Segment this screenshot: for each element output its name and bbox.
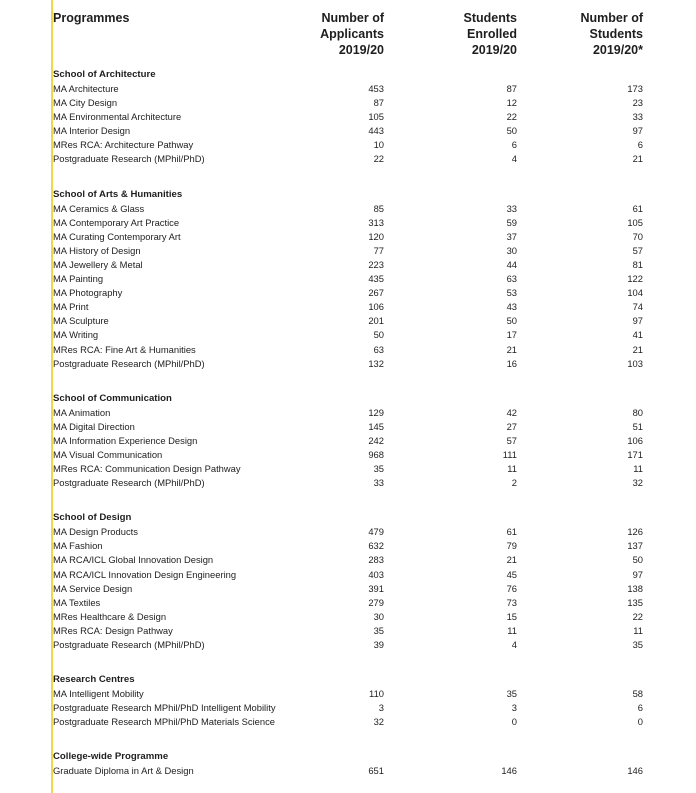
table-row xyxy=(53,568,653,582)
table-row xyxy=(53,420,653,434)
students-value: 97 xyxy=(632,315,643,327)
programme-name: MA Print xyxy=(53,301,89,313)
enrolled-value: 12 xyxy=(506,97,517,109)
enrolled-value: 15 xyxy=(506,610,517,622)
enrolled-value: 6 xyxy=(511,139,517,151)
students-value: 106 xyxy=(627,434,643,446)
applicants-value: 145 xyxy=(368,420,384,432)
table-row xyxy=(53,624,653,638)
applicants-value: 105 xyxy=(368,111,384,123)
students-value: 171 xyxy=(627,448,643,460)
enrolled-value: 21 xyxy=(506,343,517,355)
applicants-value: 403 xyxy=(368,568,384,580)
students-value: 23 xyxy=(632,97,643,109)
table-row xyxy=(53,138,653,152)
enrolled-value: 42 xyxy=(506,406,517,418)
programme-name: MA Design Products xyxy=(53,526,138,538)
enrolled-value: 61 xyxy=(506,526,517,538)
applicants-value: 77 xyxy=(373,244,384,256)
applicants-value: 3 xyxy=(378,702,384,714)
students-value: 104 xyxy=(627,287,643,299)
section-spacer xyxy=(53,167,653,188)
table-row xyxy=(53,328,653,342)
programme-name: MRes RCA: Communication Design Pathway xyxy=(53,463,241,475)
programme-name: MA Interior Design xyxy=(53,125,131,137)
section xyxy=(53,511,653,652)
enrolled-value: 11 xyxy=(507,624,517,636)
students-value: 41 xyxy=(632,329,643,341)
students-value: 137 xyxy=(627,540,643,552)
section-title: School of Communication xyxy=(53,392,172,404)
applicants-value: 10 xyxy=(373,139,384,151)
section-title: School of Design xyxy=(53,512,132,524)
programme-name: MA Visual Communication xyxy=(53,448,163,460)
students-value: 51 xyxy=(632,420,643,432)
table-row xyxy=(53,96,653,110)
students-value: 11 xyxy=(633,624,643,636)
programme-name: Postgraduate Research MPhil/PhD Intelligent Mobility xyxy=(53,702,276,714)
table-row xyxy=(53,216,653,230)
programme-name: MA RCA/ICL Innovation Design Engineering xyxy=(53,568,237,580)
students-value: 50 xyxy=(632,554,643,566)
programme-name: MA Intelligent Mobility xyxy=(53,688,144,700)
applicants-value: 632 xyxy=(368,540,384,552)
students-value: 70 xyxy=(632,230,643,242)
section-spacer xyxy=(53,652,653,673)
section-title: School of Architecture xyxy=(53,69,156,80)
applicants-value: 391 xyxy=(368,582,384,594)
table-row xyxy=(53,539,653,553)
table-row xyxy=(53,687,653,701)
programme-name: MA Textiles xyxy=(53,596,101,608)
table-header xyxy=(53,10,653,62)
table-row xyxy=(53,476,653,490)
enrolled-value: 43 xyxy=(506,301,517,313)
applicants-value: 453 xyxy=(368,83,384,94)
table-row xyxy=(53,406,653,420)
section-title: Research Centres xyxy=(53,674,135,686)
applicants-value: 283 xyxy=(368,554,384,566)
students-value: 173 xyxy=(627,83,643,94)
programme-name: Postgraduate Research (MPhil/PhD) xyxy=(53,357,205,369)
programme-name: MA History of Design xyxy=(53,244,141,256)
programme-name: MA Digital Direction xyxy=(53,420,135,432)
enrolled-value: 57 xyxy=(506,434,517,446)
applicants-value: 242 xyxy=(368,434,384,446)
students-value: 122 xyxy=(627,273,643,285)
programme-name: MA Curating Contemporary Art xyxy=(53,230,181,242)
programme-name: MRes Healthcare & Design xyxy=(53,610,167,622)
students-value: 22 xyxy=(632,610,643,622)
enrolled-value: 4 xyxy=(511,153,517,165)
table-row xyxy=(53,448,653,462)
programme-name: MA Jewellery & Metal xyxy=(53,258,143,270)
applicants-value: 39 xyxy=(373,639,384,650)
programme-name: MA Painting xyxy=(53,273,104,285)
enrolled-value: 111 xyxy=(502,448,517,460)
table-row xyxy=(53,701,653,715)
students-value: 11 xyxy=(633,463,643,475)
students-value: 57 xyxy=(632,244,643,256)
students-value: 138 xyxy=(627,582,643,594)
enrolled-value: 11 xyxy=(507,463,517,475)
enrolled-value: 17 xyxy=(506,329,517,341)
table-row xyxy=(53,286,653,300)
students-value: 103 xyxy=(627,357,643,369)
applicants-value: 63 xyxy=(373,343,384,355)
section xyxy=(53,673,653,729)
enrolled-value: 33 xyxy=(506,202,517,214)
table-row xyxy=(53,582,653,596)
enrolled-value: 87 xyxy=(506,83,517,94)
section-spacer xyxy=(53,490,653,511)
programme-name: MA Architecture xyxy=(53,83,119,94)
applicants-value: 33 xyxy=(373,477,384,489)
enrolled-value: 63 xyxy=(506,273,517,285)
students-value: 6 xyxy=(637,139,643,151)
enrolled-value: 16 xyxy=(506,357,517,369)
applicants-value: 279 xyxy=(368,596,384,608)
applicants-value: 35 xyxy=(373,624,384,636)
students-value: 74 xyxy=(632,301,643,313)
enrolled-value: 21 xyxy=(506,554,517,566)
applicants-value: 435 xyxy=(368,273,384,285)
applicants-value: 22 xyxy=(373,153,384,165)
table-row xyxy=(53,230,653,244)
programme-name: MRes RCA: Architecture Pathway xyxy=(53,139,194,151)
programme-name: MA Service Design xyxy=(53,582,133,594)
programme-name: Postgraduate Research MPhil/PhD Materials Science xyxy=(53,716,275,728)
programme-name: Postgraduate Research (MPhil/PhD) xyxy=(53,153,205,165)
programme-name: MA Writing xyxy=(53,329,99,341)
section xyxy=(53,68,653,167)
header-programmes: Programmes xyxy=(53,11,130,25)
programme-name: MA Sculpture xyxy=(53,315,109,327)
programme-name: MA Ceramics & Glass xyxy=(53,202,145,214)
programme-name: MA RCA/ICL Global Innovation Design xyxy=(53,554,214,566)
enrolled-value: 4 xyxy=(511,639,517,650)
table-row xyxy=(53,152,653,166)
programme-name: MRes RCA: Design Pathway xyxy=(53,624,173,636)
programme-name: MA City Design xyxy=(53,97,118,109)
table-row xyxy=(53,434,653,448)
header-students: Number of Students 2019/20* xyxy=(580,11,643,57)
table-row xyxy=(53,357,653,371)
enrolled-value: 27 xyxy=(506,420,517,432)
table-row xyxy=(53,462,653,476)
students-value: 61 xyxy=(632,202,643,214)
applicants-value: 87 xyxy=(373,97,384,109)
applicants-value: 223 xyxy=(368,258,384,270)
applicants-value: 129 xyxy=(368,406,384,418)
applicants-value: 132 xyxy=(368,357,384,369)
students-value: 35 xyxy=(632,639,643,650)
programme-table xyxy=(53,68,653,778)
students-value: 81 xyxy=(632,258,643,270)
students-value: 105 xyxy=(627,216,643,228)
students-value: 80 xyxy=(632,406,643,418)
section-title: School of Arts & Humanities xyxy=(53,188,183,200)
applicants-value: 32 xyxy=(373,716,384,728)
section-spacer xyxy=(53,729,653,750)
table-row xyxy=(53,258,653,272)
applicants-value: 30 xyxy=(373,610,384,622)
applicants-value: 968 xyxy=(368,448,384,460)
students-value: 135 xyxy=(627,596,643,608)
programme-name: MA Contemporary Art Practice xyxy=(53,216,180,228)
table-row xyxy=(53,110,653,124)
enrolled-value: 37 xyxy=(506,230,517,242)
enrolled-value: 2 xyxy=(511,477,517,489)
section-title: College-wide Programme xyxy=(53,751,169,763)
enrolled-value: 50 xyxy=(506,315,517,327)
students-value: 32 xyxy=(632,477,643,489)
table-row xyxy=(53,124,653,138)
table-row xyxy=(53,638,653,652)
header-enrolled: Students Enrolled 2019/20 xyxy=(463,11,517,57)
enrolled-value: 0 xyxy=(511,716,517,728)
enrolled-value: 53 xyxy=(506,287,517,299)
applicants-value: 651 xyxy=(368,765,384,777)
students-value: 97 xyxy=(632,125,643,137)
applicants-value: 313 xyxy=(368,216,384,228)
applicants-value: 106 xyxy=(368,301,384,313)
enrolled-value: 45 xyxy=(506,568,517,580)
table-row xyxy=(53,314,653,328)
programme-name: MA Photography xyxy=(53,287,123,299)
table-row xyxy=(53,300,653,314)
table-row xyxy=(53,525,653,539)
table-row xyxy=(53,82,653,96)
applicants-value: 110 xyxy=(369,688,384,700)
applicants-value: 50 xyxy=(373,329,384,341)
applicants-value: 85 xyxy=(373,202,384,214)
section xyxy=(53,750,653,778)
enrolled-value: 44 xyxy=(506,258,517,270)
programme-name: MA Animation xyxy=(53,406,111,418)
enrolled-value: 50 xyxy=(506,125,517,137)
enrolled-value: 30 xyxy=(506,244,517,256)
applicants-value: 443 xyxy=(368,125,384,137)
programme-name: MRes RCA: Fine Art & Humanities xyxy=(53,343,196,355)
table-row xyxy=(53,596,653,610)
table-row xyxy=(53,272,653,286)
programme-name: Postgraduate Research (MPhil/PhD) xyxy=(53,639,205,650)
students-value: 126 xyxy=(627,526,643,538)
enrolled-value: 59 xyxy=(506,216,517,228)
enrolled-value: 35 xyxy=(506,688,517,700)
applicants-value: 479 xyxy=(368,526,384,538)
students-value: 6 xyxy=(637,702,643,714)
programme-name: Graduate Diploma in Art & Design xyxy=(53,765,194,777)
section xyxy=(53,392,653,491)
applicants-value: 267 xyxy=(368,287,384,299)
table-row xyxy=(53,610,653,624)
header-applicants: Number of Applicants 2019/20 xyxy=(320,11,384,57)
enrolled-value: 22 xyxy=(506,111,517,123)
table-row xyxy=(53,553,653,567)
applicants-value: 201 xyxy=(368,315,384,327)
enrolled-value: 146 xyxy=(501,765,517,777)
programme-name: MA Environmental Architecture xyxy=(53,111,182,123)
students-value: 21 xyxy=(632,153,643,165)
enrolled-value: 3 xyxy=(511,702,517,714)
programme-name: MA Information Experience Design xyxy=(53,434,198,446)
students-value: 58 xyxy=(632,688,643,700)
section-spacer xyxy=(53,371,653,392)
applicants-value: 35 xyxy=(373,463,384,475)
enrolled-value: 76 xyxy=(506,582,517,594)
programme-name: Postgraduate Research (MPhil/PhD) xyxy=(53,477,205,489)
students-value: 146 xyxy=(627,765,643,777)
applicants-value: 120 xyxy=(368,230,384,242)
students-value: 21 xyxy=(632,343,643,355)
enrolled-value: 79 xyxy=(506,540,517,552)
programme-name: MA Fashion xyxy=(53,540,103,552)
students-value: 33 xyxy=(632,111,643,123)
table-row xyxy=(53,202,653,216)
table-row xyxy=(53,244,653,258)
table-row xyxy=(53,764,653,778)
students-value: 0 xyxy=(637,716,643,728)
enrolled-value: 73 xyxy=(506,596,517,608)
table-row xyxy=(53,715,653,729)
students-value: 97 xyxy=(632,568,643,580)
table-row xyxy=(53,343,653,357)
section xyxy=(53,188,653,371)
